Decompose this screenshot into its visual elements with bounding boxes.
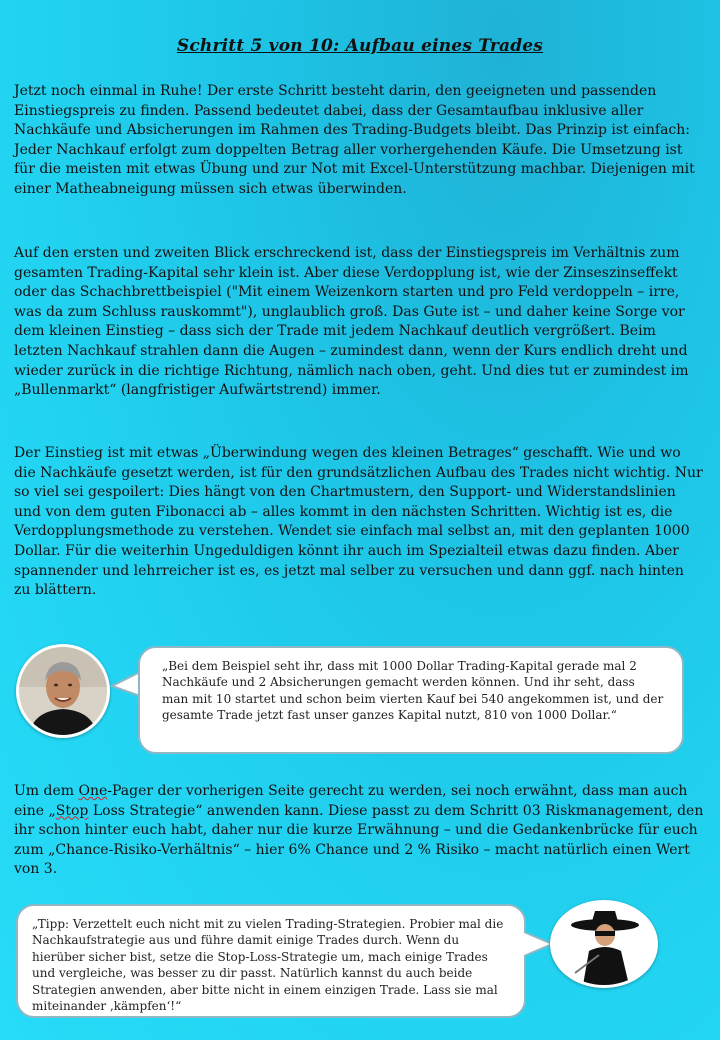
spellcheck-word: One [78,783,108,799]
man-portrait-icon [19,647,107,735]
man-portrait-avatar [16,644,110,738]
masked-hero-avatar [550,900,658,988]
paragraph-stop-loss: Um dem One-Pager der vorherigen Seite gerecht zu werden, sei noch erwähnt, dass man auch eine „Stop Loss Strategie“ anwenden kann. Diese passt zu dem Schritt 03 Riskmanagement, den ihr schon hinter euch habt, daher nur die kurze Erwähnung – und die Gedankenbrücke für euch zum „Chance-Risiko-Verhältnis“ – hier 6% Chance und 2 % Risiko – macht natürlich einen Wert von 3. [14,783,704,878]
paragraph-doubling: Auf den ersten und zweiten Blick erschreckend ist, dass der Einstiegspreis im Verhältnis zum gesamten Trading-Kapital sehr klein ist. Aber diese Verdopplung ist, wie der Zinseszinseffekt oder das Schachbrettbeispiel ("Mit einem Weizenkorn starten und pro Feld verdoppeln – irre, was da zum Schluss rauskommt"), unglaublich groß. Das Gute ist – und daher keine Sorge vor dem kleinen Einstieg – dass sich der Trade mit jedem Nachkauf deutlich vergrößert. Beim letzten Nachkauf strahlen dann die Augen – zumindest dann, wenn der Kurs endlich dreht und wieder zurück in die richtige Richtung, nämlich nach oben, geht. Und dies tut er zumindest im „Bullenmarkt“ (langfristiger Aufwärtstrend) immer. [14,245,689,399]
paragraph-entry: Der Einstieg ist mit etwas „Überwindung wegen des kleinen Betrages“ geschafft. Wie und wo die Nachkäufe gesetzt werden, ist für den grundsätzlichen Aufbau des Trades nicht wichtig. Nur so viel sei gespoilert: Dies hängt von den Chartmustern, den Support- und Widerstandslinien und von dem guten Fibonacci ab – alles kommt in den nächsten Schritten. Wichtig ist es, die Verdopplungsmethode zu verstehen. Wendet sie einfach mal selbst an, mit den geplanten 1000 Dollar. Für die weiterhin Ungeduldigen könnt ihr auch im Spezialteil etwas dazu finden. Aber spannender und lehrreicher ist es, es jetzt mal selber zu versuchen und dann ggf. nach hinten zu blättern. [14,445,703,599]
speech-bubble-tip: „Tipp: Verzettelt euch nicht mit zu vielen Trading-Strategien. Probier mal die Nachkaufstrategie aus und führe damit einige Trades durch. Wenn du hierüber sicher bist, setze die Stop-Loss-Strategie um, mach einige Trades und vergleiche, was besser zu dir passt. Natürlich kannst du auch beide Strategien anwenden, aber bitte nicht in einem einzigen Trade. Lass sie mal miteinander ‚kämpfen‘!“ [16,904,526,1018]
paragraph-intro: Jetzt noch einmal in Ruhe! Der erste Schritt besteht darin, den geeigneten und passenden Einstiegspreis zu finden. Passend bedeutet dabei, dass der Gesamtaufbau inklusive aller Nachkäufe und Absicherungen im Rahmen des Trading-Budgets bleibt. Das Prinzip ist einfach: Jeder Nachkauf erfolgt zum doppelten Betrag aller vorhergehenden Käufe. Die Umsetzung ist für die meisten mit etwas Übung und zur Not mit Excel-Unterstützung machbar. Diejenigen mit einer Matheabneigung müssen sich etwas überwinden. [14,83,695,197]
masked-hero-icon [553,903,655,985]
speech-bubble-example: „Bei dem Beispiel seht ihr, dass mit 1000 Dollar Trading-Kapital gerade mal 2 Nachkäufe und 2 Absicherungen gemacht werden können. Und ihr seht, dass man mit 10 startet und schon beim vierten Kauf bei 540 angekommen ist, und der gesamte Trade jetzt fast unser ganzes Kapital nutzt, 810 von 1000 Dollar.“ [138,646,684,754]
page-title: Schritt 5 von 10: Aufbau eines Trades [176,36,544,56]
spellcheck-word: Stop [55,802,89,819]
